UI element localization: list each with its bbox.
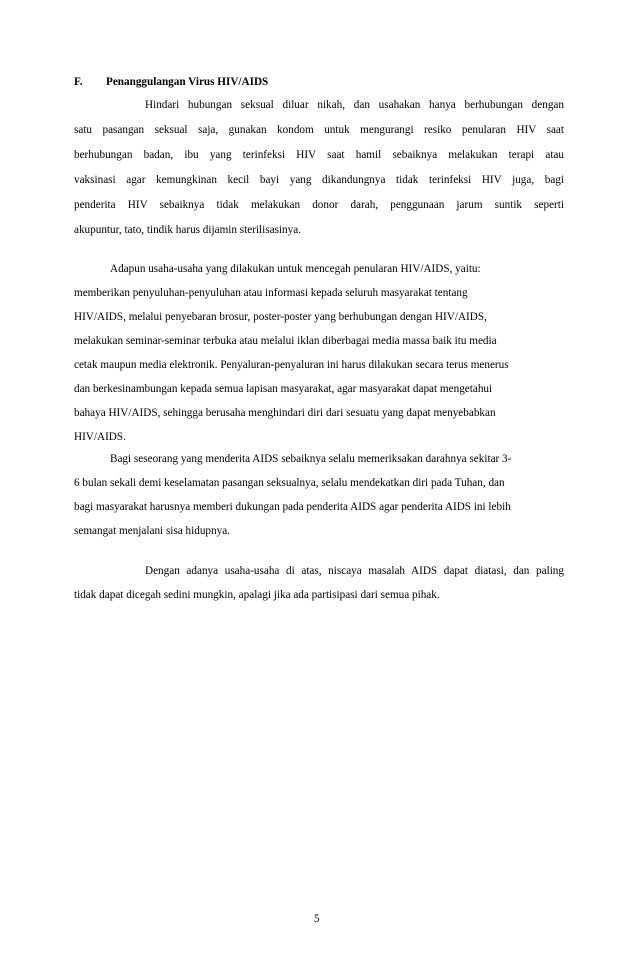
paragraph-line: Hindari hubungan seksual diluar nikah, dan usahakan hanya berhubungan dengan [145, 99, 564, 111]
paragraph-line: HIV/AIDS, melalui penyebaran brosur, poster-poster yang berhubungan dengan HIV/AIDS, [74, 311, 487, 323]
paragraph-line: semangat menjalani sisa hidupnya. [74, 525, 230, 537]
paragraph-line: vaksinasi agar kemungkinan kecil bayi yang dikandungnya tidak terinfeksi HIV juga, bagi [74, 174, 564, 186]
paragraph-line: 6 bulan sekali demi keselamatan pasangan seksualnya, selalu mendekatkan diri pada Tuhan, dan [74, 477, 505, 489]
paragraph-line: HIV/AIDS. [74, 431, 126, 443]
paragraph-line: cetak maupun media elektronik. Penyaluran-penyaluran ini harus dilakukan secara terus menerus [74, 359, 509, 371]
paragraph-line: Bagi seseorang yang menderita AIDS sebaiknya selalu memeriksakan darahnya sekitar 3- [110, 453, 512, 465]
paragraph-line: Dengan adanya usaha-usaha di atas, niscaya masalah AIDS dapat diatasi, dan paling [145, 565, 564, 577]
paragraph-line: bahaya HIV/AIDS, sehingga berusaha menghindari diri dari sesuatu yang dapat menyebabkan [74, 407, 496, 419]
paragraph-line: penderita HIV sebaiknya tidak melakukan donor darah, penggunaan jarum suntik seperti [74, 199, 564, 211]
section-title: Penanggulangan Virus HIV/AIDS [106, 76, 269, 88]
paragraph-line: berhubungan badan, ibu yang terinfeksi HIV saat hamil sebaiknya melakukan terapi atau [74, 149, 564, 161]
paragraph-line: memberikan penyuluhan-penyuluhan atau informasi kepada seluruh masyarakat tentang [74, 287, 468, 299]
paragraph-line: melakukan seminar-seminar terbuka atau melalui iklan diberbagai media massa baik itu media [74, 335, 497, 347]
paragraph-line: satu pasangan seksual saja, gunakan kondom untuk mengurangi resiko penularan HIV saat [74, 124, 564, 136]
paragraph-line: Adapun usaha-usaha yang dilakukan untuk mencegah penularan HIV/AIDS, yaitu: [110, 263, 481, 275]
section-heading [74, 75, 268, 89]
paragraph-line: bagi masyarakat harusnya memberi dukungan pada penderita AIDS agar penderita AIDS ini lebih [74, 501, 511, 513]
paragraph-line: dan berkesinambungan kepada semua lapisan masyarakat, agar masyarakat dapat mengetahui [74, 383, 493, 395]
section-number: F. [74, 76, 83, 88]
paragraph-line: tidak dapat dicegah sedini mungkin, apalagi jika ada partisipasi dari semua pihak. [74, 589, 440, 601]
page-number: 5 [314, 913, 320, 925]
paragraph-line: akupuntur, tato, tindik harus dijamin sterilisasinya. [74, 224, 301, 236]
